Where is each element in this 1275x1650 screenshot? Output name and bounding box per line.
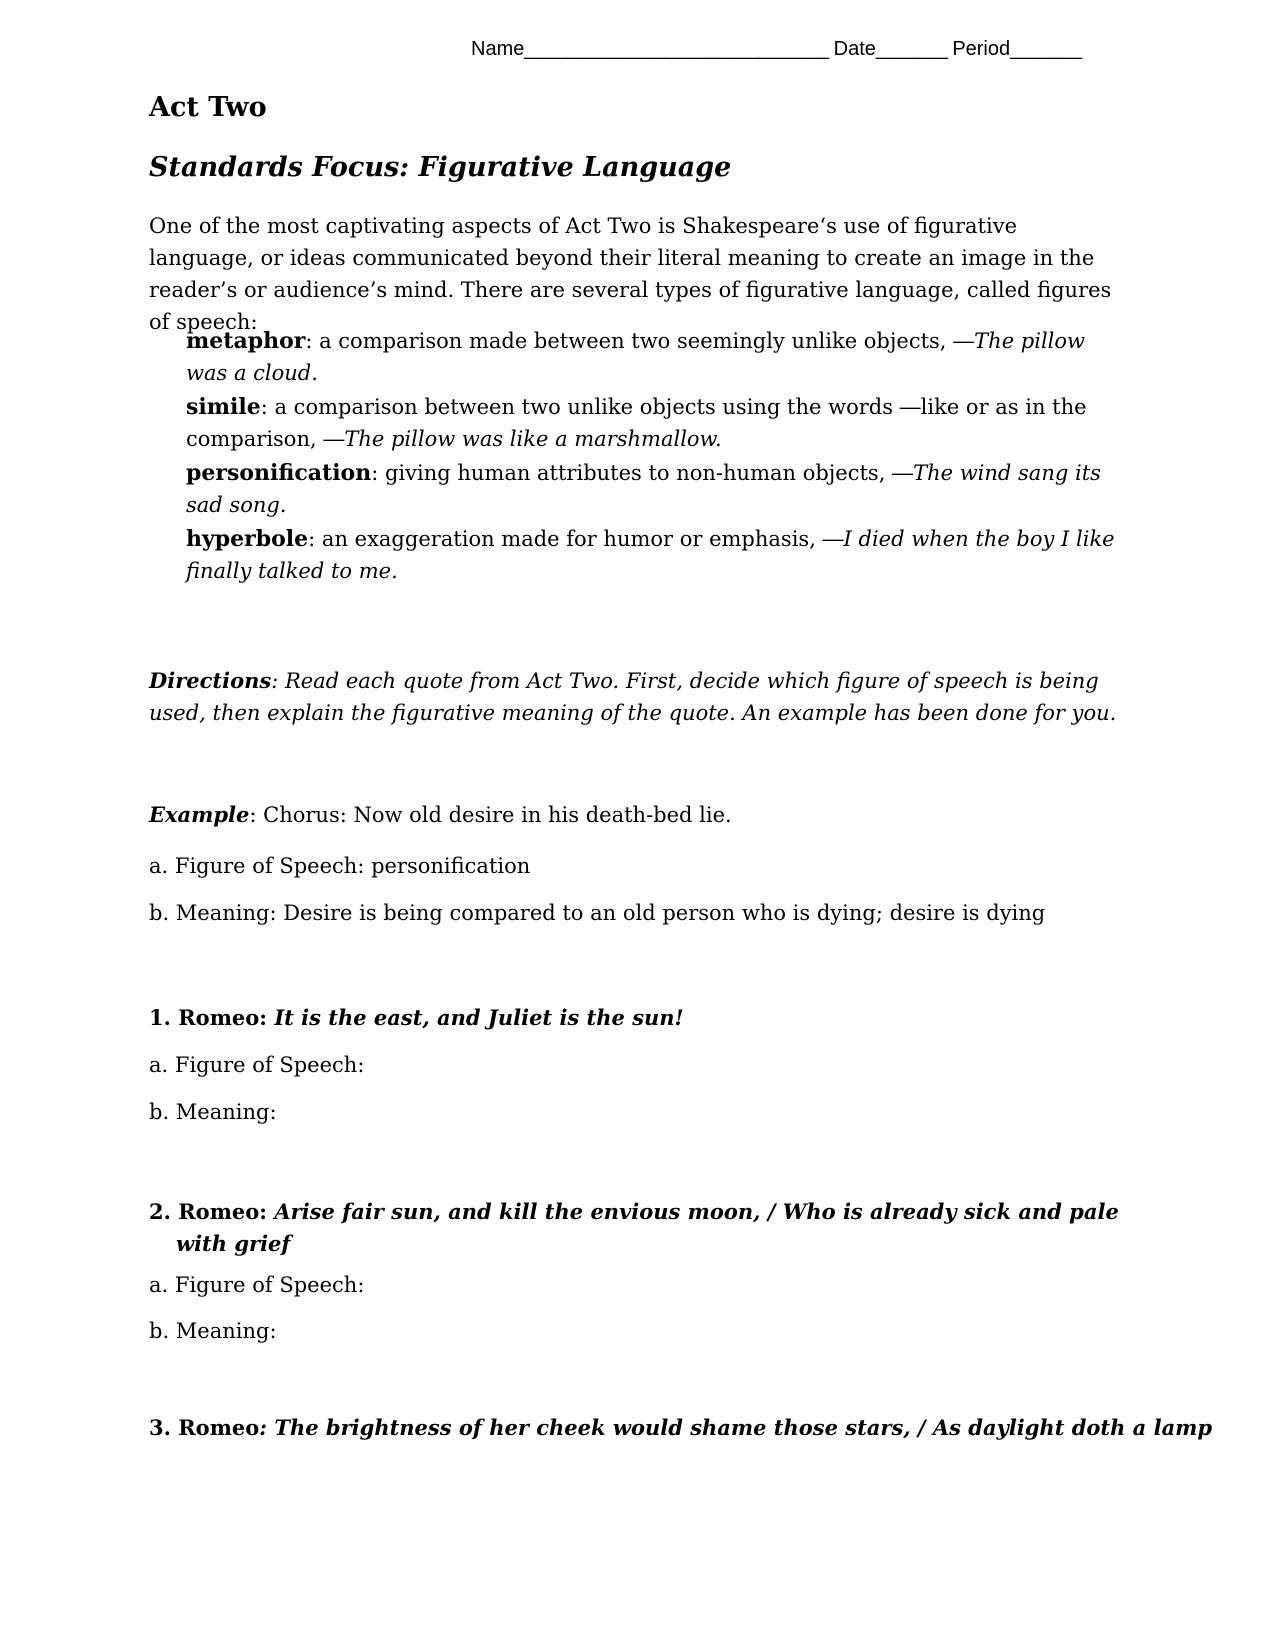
definition-example: The wind sang its sad song.: [186, 461, 1101, 517]
directions-label: Directions: [149, 668, 272, 693]
definition-term: personification: [186, 460, 372, 486]
question-prefix: 2. Romeo:: [149, 1199, 275, 1224]
definition-term: metaphor: [186, 328, 306, 354]
question-2-figure[interactable]: a. Figure of Speech:: [149, 1273, 365, 1297]
header-fields: [471, 38, 1081, 61]
definitions-list: [186, 325, 1121, 589]
definition-text: : giving human attributes to non-human objects, ―: [371, 461, 914, 485]
question-quote: It is the east, and Juliet is the sun!: [274, 1005, 684, 1030]
definition-text: : a comparison made between two seemingly unlike objects, ―: [305, 329, 975, 353]
example-text: : Chorus: Now old desire in his death-bed lie.: [249, 803, 732, 827]
question-2: [149, 1196, 1166, 1260]
question-quote: Arise fair sun, and kill the envious moon, / Who is already sick and pale with grief: [176, 1199, 1119, 1256]
question-prefix: 1. Romeo:: [149, 1005, 275, 1030]
period-label: Period: [952, 38, 1011, 60]
question-1: [149, 1005, 684, 1030]
page-subtitle: Standards Focus: Figurative Language: [149, 152, 732, 183]
question-3: [149, 1415, 1212, 1440]
date-blank[interactable]: _______: [875, 38, 947, 60]
example-figure: a. Figure of Speech: personification: [149, 854, 531, 878]
definition-text: : a comparison between two unlike objects using the words ―like or as in the comparison, ―: [186, 395, 1087, 451]
name-blank[interactable]: ______________________________: [524, 38, 829, 60]
example-meaning: b. Meaning: Desire is being compared to an old person who is dying; desire is dying: [149, 901, 1046, 925]
directions-text: : Read each quote from Act Two. First, decide which figure of speech is being used, then explain the figurative meaning of the quote. An example has been done for you.: [149, 669, 1117, 725]
definition-term: hyperbole: [186, 526, 309, 552]
question-quote: : The brightness of her cheek would shame those stars, / As daylight doth a lamp: [259, 1415, 1213, 1440]
definition-example: The pillow was a cloud.: [186, 329, 1086, 385]
page-title: Act Two: [149, 92, 267, 123]
definition-personification: [186, 457, 1121, 521]
question-2-meaning[interactable]: b. Meaning:: [149, 1319, 277, 1343]
question-1-figure[interactable]: a. Figure of Speech:: [149, 1053, 365, 1077]
date-label: Date: [833, 38, 876, 60]
name-label: Name: [471, 38, 525, 60]
definition-hyperbole: [186, 523, 1121, 587]
definition-term: simile: [186, 394, 261, 420]
question-1-meaning[interactable]: b. Meaning:: [149, 1100, 277, 1124]
intro-paragraph: One of the most captivating aspects of Act Two is Shakespeare‘s use of figurative language, or ideas communicated beyond their literal meaning to create an image in the reader’s or audience’s mind. There are several types of figurative language, called figures of speech:: [149, 214, 1112, 334]
definition-metaphor: [186, 325, 1121, 389]
period-blank[interactable]: _______: [1010, 38, 1081, 60]
question-prefix: 3. Romeo: [149, 1415, 260, 1440]
definition-example: The pillow was like a marshmallow.: [344, 427, 722, 451]
definition-example: I died when the boy I like finally talked to me.: [186, 527, 1115, 583]
example-label: Example: [149, 802, 250, 827]
definition-text: : an exaggeration made for humor or emphasis, ―: [308, 527, 844, 551]
example-quote: [149, 802, 732, 827]
directions-paragraph: [149, 665, 1129, 729]
definition-simile: [186, 391, 1121, 455]
